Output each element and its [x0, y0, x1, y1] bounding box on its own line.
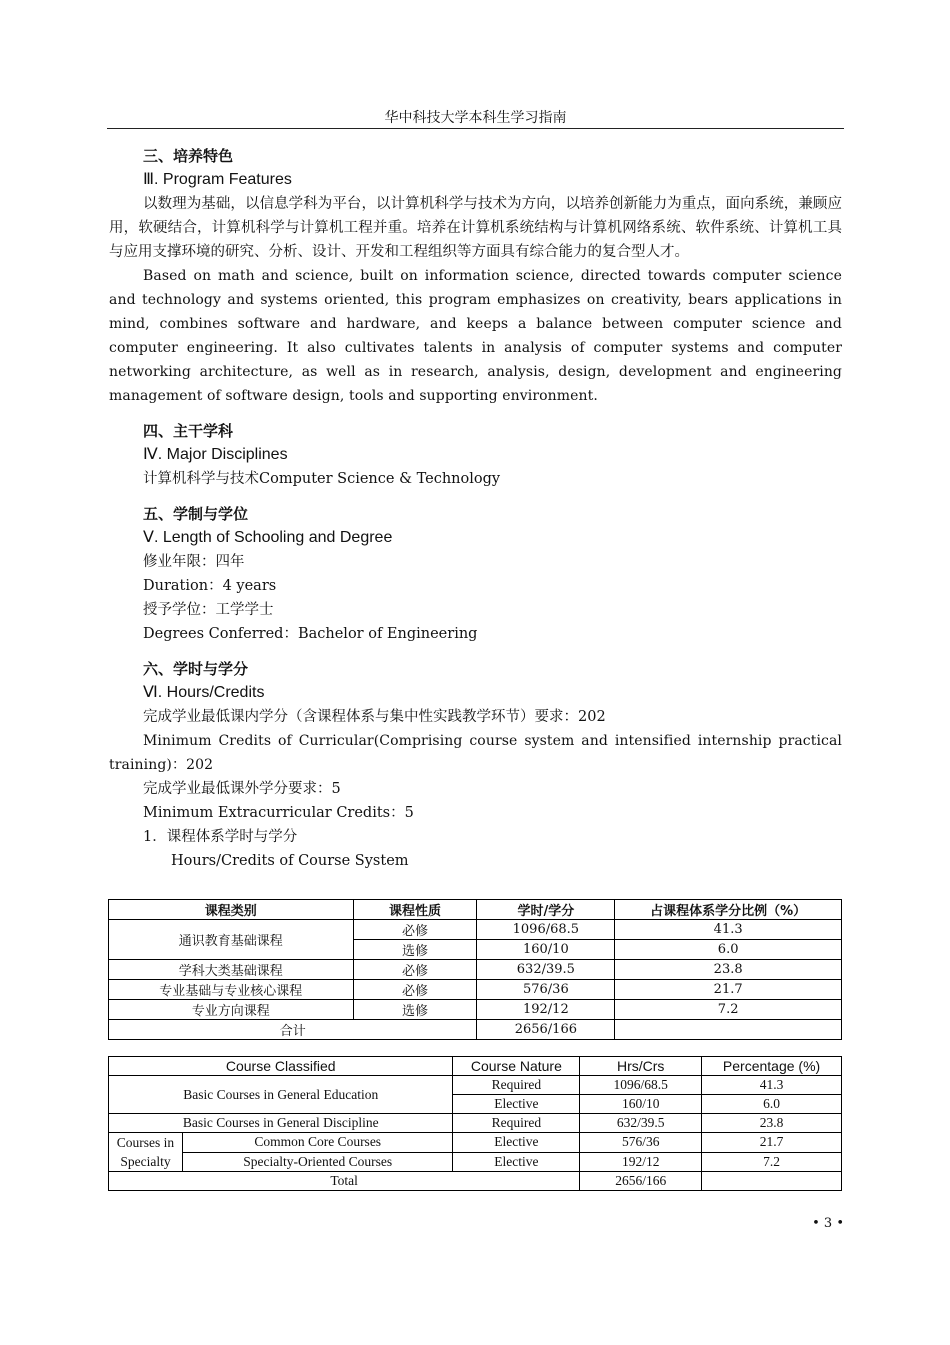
group-cell: Courses in Specialty [109, 1133, 183, 1172]
percentage-cell: 21.7 [702, 1133, 842, 1153]
percentage-cell: 6.0 [615, 940, 842, 960]
percentage-cell: 23.8 [702, 1114, 842, 1133]
hours-cell: 160/10 [477, 940, 615, 960]
percentage-cell: 23.8 [615, 960, 842, 980]
hours-cell: 160/10 [580, 1095, 702, 1114]
nature-cell: 必修 [353, 980, 477, 1000]
percentage-cell: 7.2 [702, 1152, 842, 1172]
category-cell: Common Core Courses [182, 1133, 453, 1153]
total-percentage [615, 1020, 842, 1040]
extra-credits-en: Minimum Extracurricular Credits：5 [143, 805, 414, 821]
heading-en: Ⅳ. Major Disciplines [143, 446, 288, 463]
main-content [109, 144, 842, 873]
total-hours: 2656/166 [580, 1172, 702, 1191]
table-header-row [109, 900, 842, 920]
extra-credits-cn: 完成学业最低课外学分要求：5 [143, 781, 341, 797]
section-major-disciplines [109, 419, 842, 491]
table-row [109, 1133, 842, 1153]
percentage-cell: 41.3 [702, 1076, 842, 1095]
percentage-cell: 21.7 [615, 980, 842, 1000]
degree-cn: 授予学位：工学学士 [143, 602, 274, 618]
table-row [109, 1114, 842, 1133]
heading-en: Ⅵ. Hours/Credits [143, 684, 265, 701]
hours-cell: 192/12 [580, 1152, 702, 1172]
paragraph-cn: 以数理为基础，以信息学科为平台，以计算机科学与技术为方向，以培养创新能力为重点，面向系统，兼顾应用，软硬结合，计算机科学与计算机工程并重。培养在计算机系统结构与计算机网络系统、软件系统、计算机工具与应用支撑环境的研究、分析、设计、开发和工程组织等方面具有综合能力的复合型人才。 [109, 196, 842, 260]
nature-cell: Elective [453, 1133, 580, 1153]
category-cell: 专业方向课程 [109, 1000, 354, 1020]
nature-cell: Required [453, 1076, 580, 1095]
table-row [109, 980, 842, 1000]
subheading-en: Hours/Credits of Course System [171, 853, 409, 869]
paragraph-en: Based on math and science, built on information science, directed towards computer science and technology and systems oriented, this program emphasizes on creativity, bears applications in mind, combines software and hardware, and keeps a balance between computer science and computer engineering. It also cultivates talents in analysis of computer systems and computer networking architecture, as well as in research, analysis, design, development and engineering management of software design, tools and supporting environment. [109, 268, 842, 404]
table-row [109, 1076, 842, 1095]
nature-cell: 必修 [353, 920, 477, 940]
column-header: 学时/学分 [477, 900, 615, 920]
page-number: • 3 • [812, 1216, 844, 1231]
category-cell: 通识教育基础课程 [109, 920, 354, 960]
percentage-cell: 41.3 [615, 920, 842, 940]
table-total-row [109, 1172, 842, 1191]
column-header: 占课程体系学分比例（%） [615, 900, 842, 920]
column-header: Percentage (%) [702, 1057, 842, 1076]
category-cell: Specialty-Oriented Courses [182, 1152, 453, 1172]
heading-cn: 六、学时与学分 [143, 660, 249, 678]
discipline-text: 计算机科学与技术Computer Science & Technology [143, 471, 501, 487]
category-cell: 专业基础与专业核心课程 [109, 980, 354, 1000]
section-schooling-degree [109, 502, 842, 646]
nature-cell: 必修 [353, 960, 477, 980]
heading-cn: 三、培养特色 [143, 147, 234, 165]
table-row [109, 1000, 842, 1020]
column-header: 课程性质 [353, 900, 477, 920]
duration-en: Duration：4 years [143, 578, 277, 594]
table-total-row [109, 1020, 842, 1040]
percentage-cell: 6.0 [702, 1095, 842, 1114]
column-header: Course Nature [453, 1057, 580, 1076]
total-hours: 2656/166 [477, 1020, 615, 1040]
hours-cell: 576/36 [477, 980, 615, 1000]
course-system-table-en [108, 1056, 842, 1191]
table-header-row [109, 1057, 842, 1076]
heading-en: Ⅲ. Program Features [143, 171, 292, 188]
hours-cell: 1096/68.5 [580, 1076, 702, 1095]
table-row [109, 960, 842, 980]
nature-cell: 选修 [353, 1000, 477, 1020]
column-header: Course Classified [109, 1057, 453, 1076]
section-program-features [109, 144, 842, 408]
column-header: Hrs/Crs [580, 1057, 702, 1076]
header-rule [107, 128, 844, 129]
section-hours-credits [109, 657, 842, 873]
duration-cn: 修业年限：四年 [143, 554, 245, 570]
min-credits-cn: 完成学业最低课内学分（含课程体系与集中性实践教学环节）要求：202 [143, 709, 606, 725]
heading-cn: 五、学制与学位 [143, 505, 249, 523]
nature-cell: 选修 [353, 940, 477, 960]
total-label: Total [109, 1172, 580, 1191]
nature-cell: Elective [453, 1095, 580, 1114]
column-header: 课程类别 [109, 900, 354, 920]
total-label: 合计 [109, 1020, 477, 1040]
nature-cell: Elective [453, 1152, 580, 1172]
category-cell: 学科大类基础课程 [109, 960, 354, 980]
hours-cell: 1096/68.5 [477, 920, 615, 940]
percentage-cell: 7.2 [615, 1000, 842, 1020]
hours-cell: 576/36 [580, 1133, 702, 1153]
hours-cell: 632/39.5 [580, 1114, 702, 1133]
category-cell: Basic Courses in General Discipline [109, 1114, 453, 1133]
min-credits-en: Minimum Credits of Curricular(Comprising course system and intensified internship practical training)：202 [109, 733, 842, 773]
course-system-table-cn [108, 899, 842, 1040]
hours-cell: 192/12 [477, 1000, 615, 1020]
category-cell: Basic Courses in General Education [109, 1076, 453, 1114]
total-percentage [702, 1172, 842, 1191]
hours-cell: 632/39.5 [477, 960, 615, 980]
heading-en: Ⅴ. Length of Schooling and Degree [143, 529, 393, 546]
degree-en: Degrees Conferred：Bachelor of Engineering [143, 626, 478, 642]
heading-cn: 四、主干学科 [143, 422, 234, 440]
running-header: 华中科技大学本科生学习指南 [384, 110, 567, 126]
table-row [109, 920, 842, 940]
table-row [109, 1152, 842, 1172]
nature-cell: Required [453, 1114, 580, 1133]
subheading-cn: 1．课程体系学时与学分 [143, 829, 298, 845]
